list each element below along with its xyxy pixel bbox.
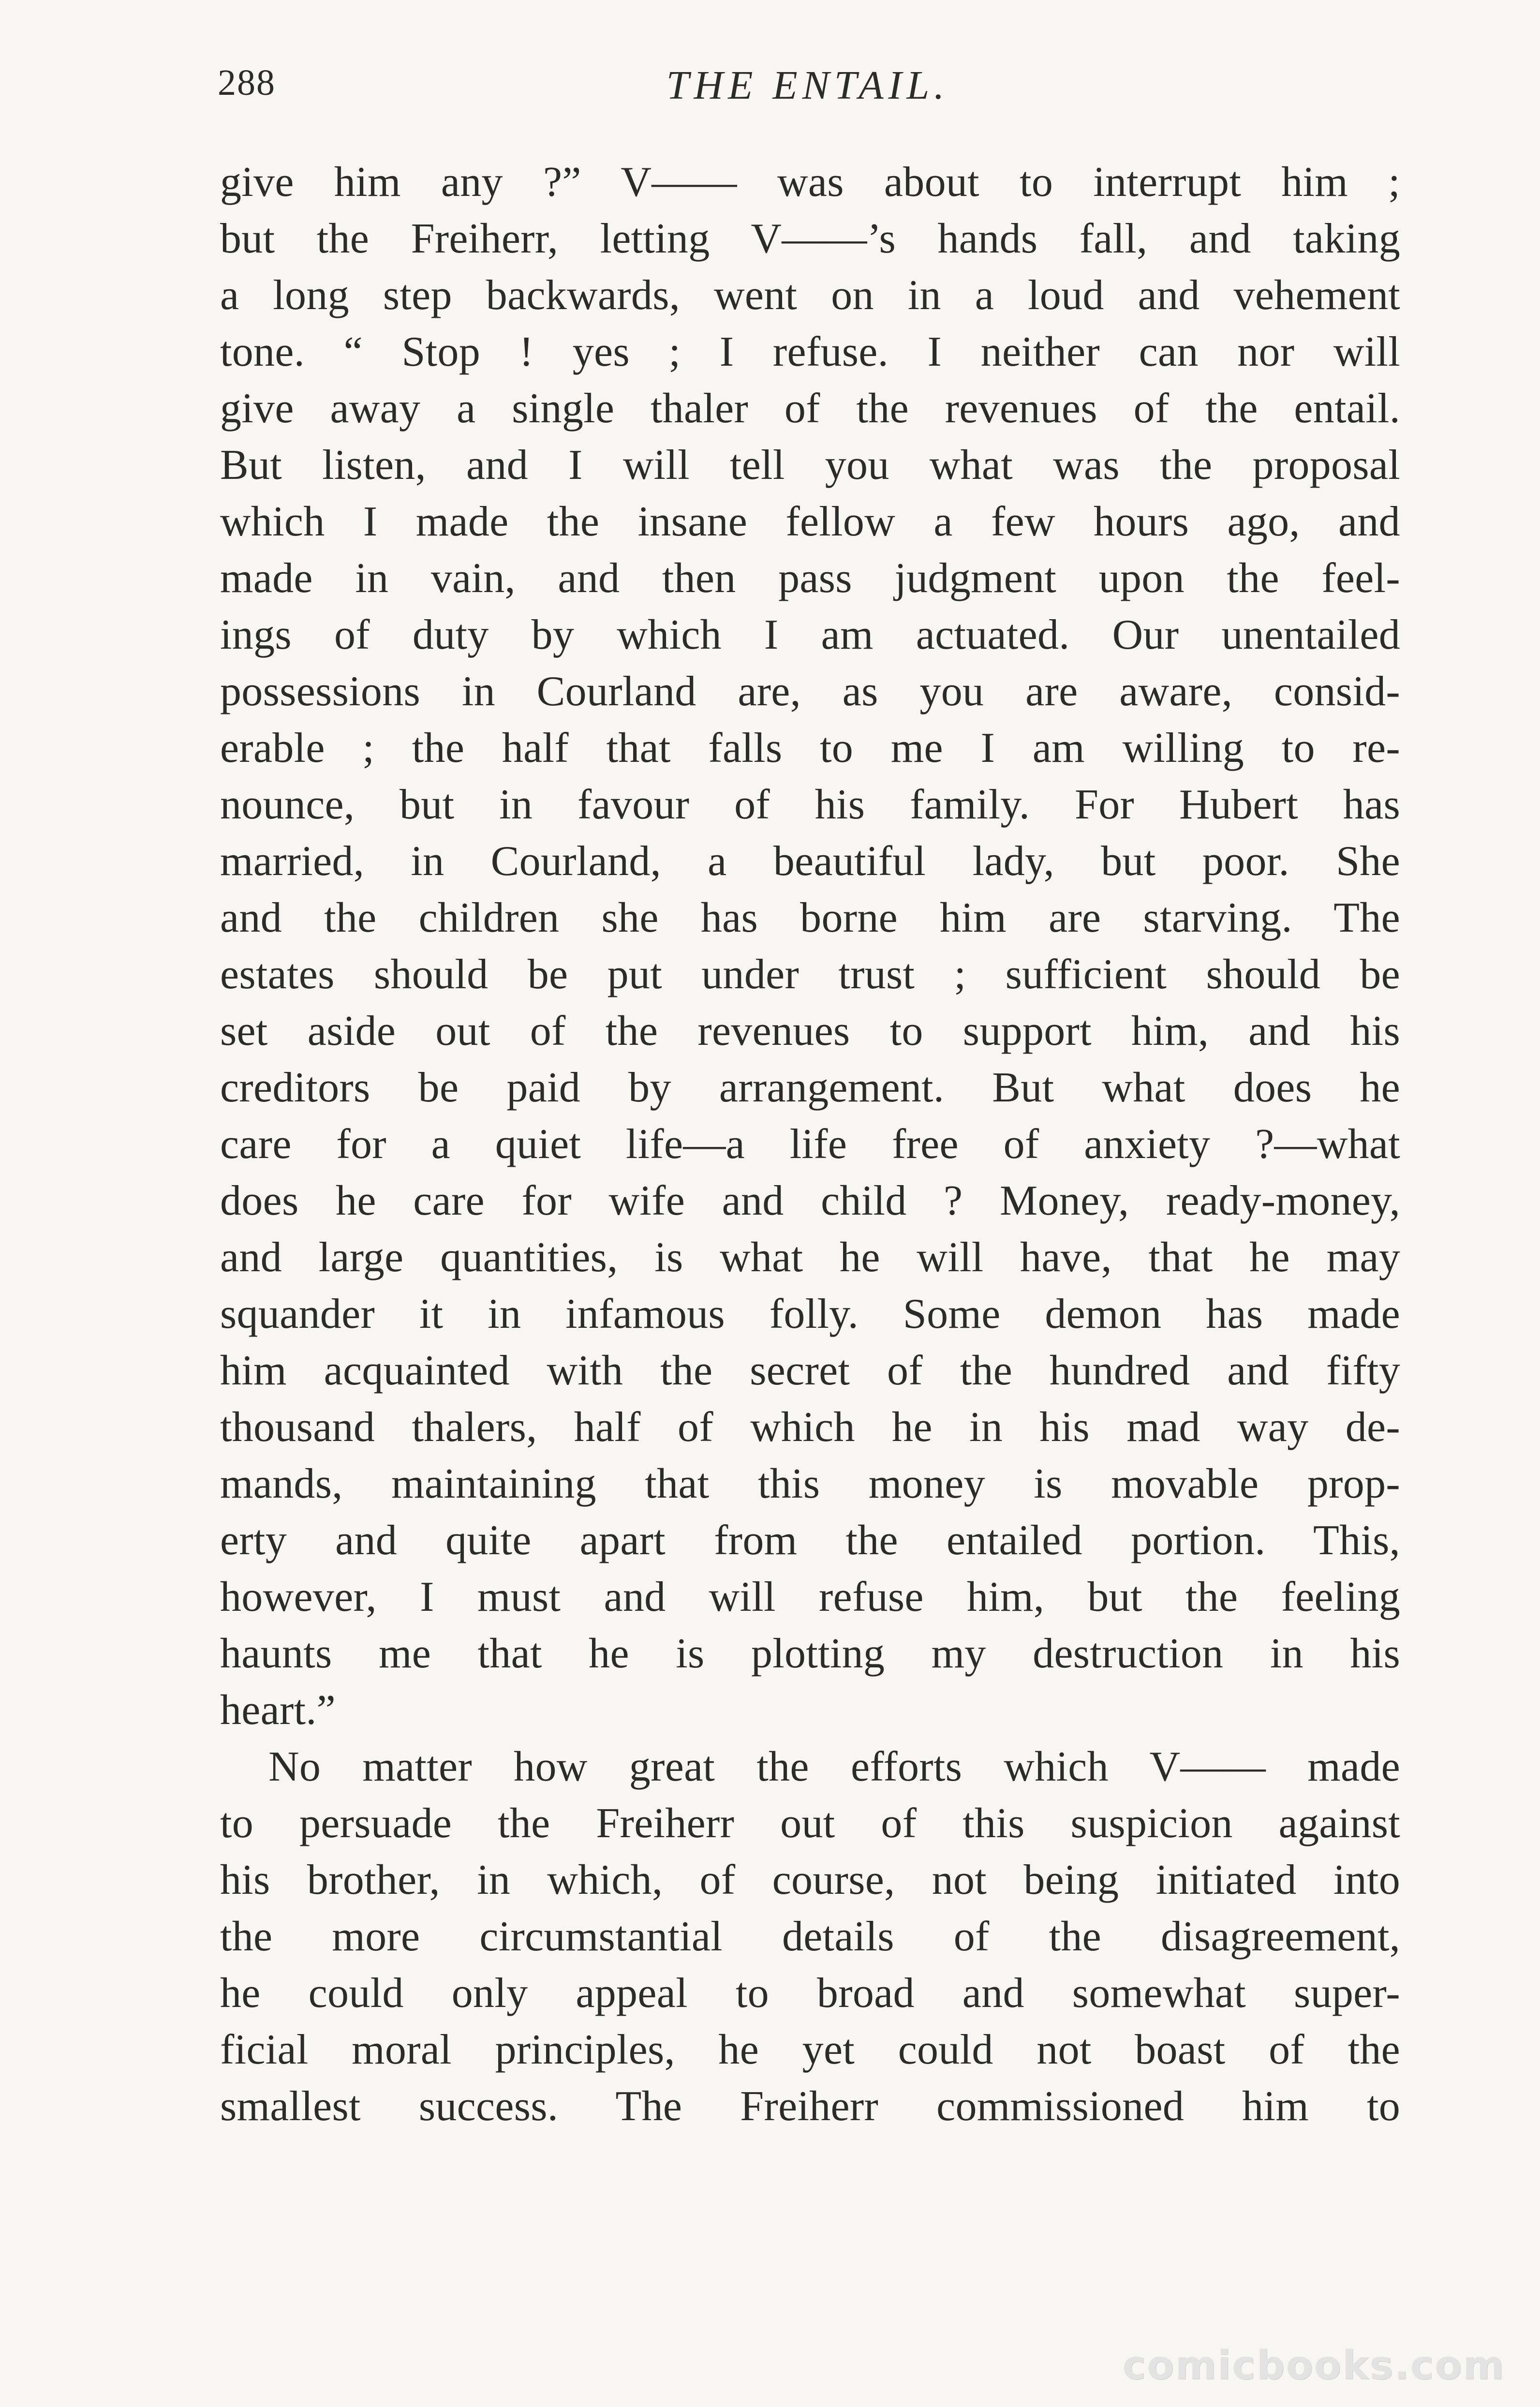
text-line: care for a quiet life—a life free of anxiety ?—what bbox=[220, 1121, 1400, 1168]
running-title: THE ENTAIL. bbox=[666, 63, 949, 108]
text-line: possessions in Courland are, as you are aware, consid- bbox=[220, 668, 1400, 715]
watermark-logo: comicbooks.com bbox=[1122, 2343, 1505, 2389]
text-line: erty and quite apart from the entailed portion. This, bbox=[220, 1517, 1400, 1564]
text-line: and the children she has borne him are starving. The bbox=[220, 894, 1400, 941]
text-line: But listen, and I will tell you what was the proposal bbox=[220, 442, 1400, 489]
text-line: to persuade the Freiherr out of this suspicion against bbox=[220, 1800, 1400, 1847]
text-line: squander it in infamous folly. Some demon has made bbox=[220, 1291, 1400, 1337]
text-line: give away a single thaler of the revenues of the entail. bbox=[220, 385, 1400, 432]
text-line: thousand thalers, half of which he in his mad way de- bbox=[220, 1404, 1400, 1451]
text-line: however, I must and will refuse him, but the feeling bbox=[220, 1574, 1400, 1620]
text-line: mands, maintaining that this money is movable prop- bbox=[220, 1460, 1400, 1507]
text-line: married, in Courland, a beautiful lady, but poor. She bbox=[220, 838, 1400, 885]
text-line: estates should be put under trust ; sufficient should be bbox=[220, 951, 1400, 998]
text-line: which I made the insane fellow a few hours ago, and bbox=[220, 498, 1400, 545]
text-line: ings of duty by which I am actuated. Our unentailed bbox=[220, 611, 1400, 658]
text-line: tone. “ Stop ! yes ; I refuse. I neither can nor will bbox=[220, 328, 1400, 375]
text-line: but the Freiherr, letting V——’s hands fall, and taking bbox=[220, 215, 1400, 262]
page-number: 288 bbox=[218, 62, 276, 103]
paragraph-1 bbox=[220, 154, 1400, 1738]
paragraph-2 bbox=[220, 1738, 1400, 2135]
text-line: heart.” bbox=[220, 1687, 336, 1734]
running-head bbox=[218, 62, 1398, 115]
text-line: smallest success. The Freiherr commissioned him to bbox=[220, 2083, 1400, 2130]
text-line: he could only appeal to broad and somewhat super- bbox=[220, 1970, 1400, 2017]
text-line: ficial moral principles, he yet could not boast of the bbox=[220, 2026, 1400, 2073]
text-line: does he care for wife and child ? Money, ready-money, bbox=[220, 1177, 1400, 1224]
text-line: the more circumstantial details of the disagreement, bbox=[220, 1913, 1400, 1960]
text-line: haunts me that he is plotting my destruction in his bbox=[220, 1630, 1400, 1677]
text-line: erable ; the half that falls to me I am willing to re- bbox=[220, 725, 1400, 772]
text-line: a long step backwards, went on in a loud and vehement bbox=[220, 272, 1400, 319]
text-line: his brother, in which, of course, not being initiated into bbox=[220, 1857, 1400, 1903]
text-line: and large quantities, is what he will have, that he may bbox=[220, 1234, 1400, 1281]
text-line: made in vain, and then pass judgment upon the feel- bbox=[220, 555, 1400, 602]
text-line: him acquainted with the secret of the hundred and fifty bbox=[220, 1347, 1400, 1394]
body-text bbox=[220, 154, 1400, 2135]
text-line: set aside out of the revenues to support him, and his bbox=[220, 1008, 1400, 1055]
text-line: nounce, but in favour of his family. For Hubert has bbox=[220, 781, 1400, 828]
text-line: No matter how great the efforts which V—— made bbox=[268, 1743, 1400, 1790]
text-line: give him any ?” V—— was about to interrupt him ; bbox=[220, 159, 1400, 206]
text-line: creditors be paid by arrangement. But what does he bbox=[220, 1064, 1400, 1111]
